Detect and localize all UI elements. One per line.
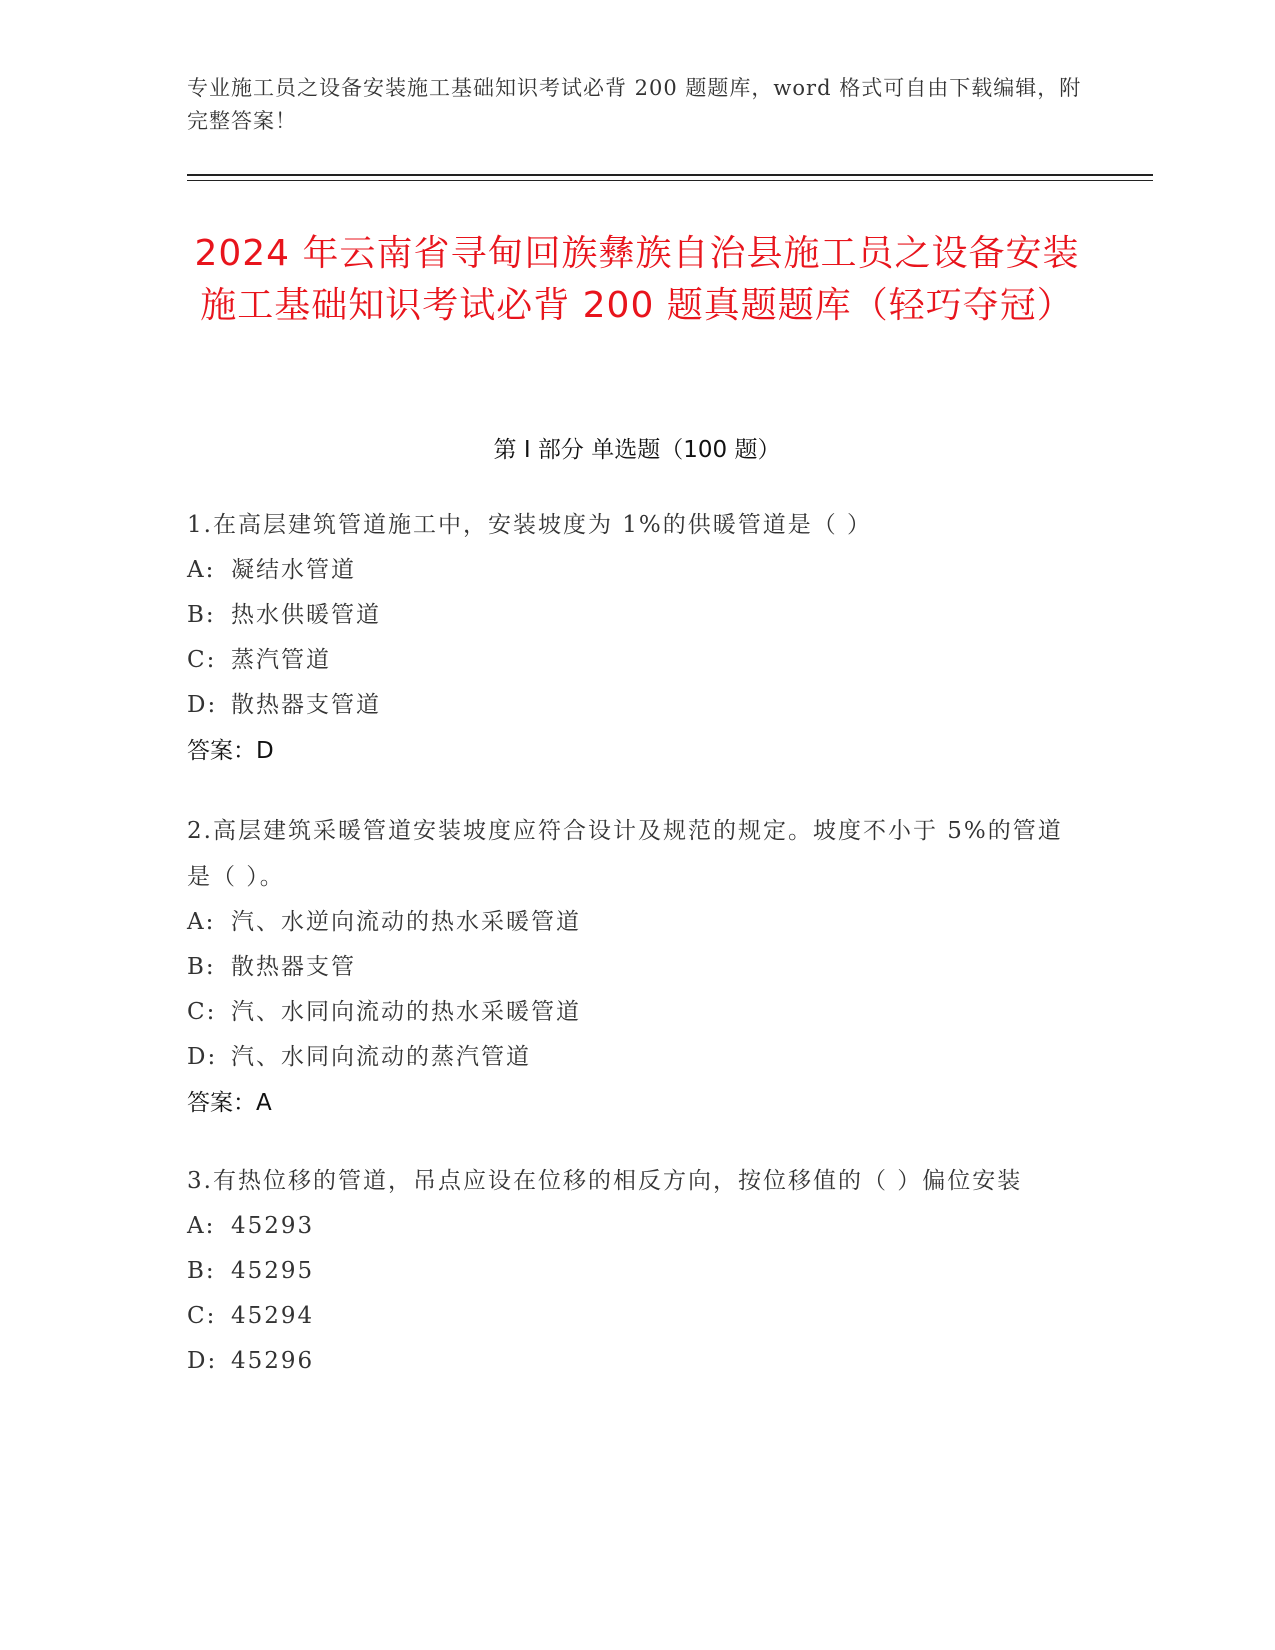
option-text: 汽、水同向流动的热水采暖管道: [231, 999, 581, 1025]
answer: 答案：A: [187, 1090, 272, 1116]
option-text: 散热器支管: [231, 954, 356, 980]
question-3: [187, 1158, 1087, 1384]
question-stem: 2.高层建筑采暖管道安装坡度应符合设计及规范的规定。坡度不小于 5%的管道是（ ）。: [187, 818, 1063, 890]
option-letter: A:: [187, 557, 216, 583]
option-text: 45293: [231, 1213, 315, 1239]
option-a: [187, 1204, 1087, 1249]
option-letter: B:: [187, 1258, 216, 1284]
option-letter: B:: [187, 602, 216, 628]
option-text: 汽、水同向流动的蒸汽管道: [231, 1044, 531, 1070]
option-letter: A:: [187, 909, 216, 935]
option-text: 凝结水管道: [231, 557, 356, 583]
option-text: 45296: [231, 1348, 315, 1374]
option-text: 汽、水逆向流动的热水采暖管道: [231, 909, 581, 935]
option-a: [187, 548, 1087, 593]
option-letter: C:: [187, 1303, 217, 1329]
option-c: [187, 990, 1087, 1035]
option-c: [187, 638, 1087, 683]
question-stem: 1.在高层建筑管道施工中，安装坡度为 1%的供暖管道是（ ）: [187, 512, 873, 538]
option-letter: C:: [187, 647, 217, 673]
option-letter: D:: [187, 1044, 218, 1070]
option-c: [187, 1294, 1087, 1339]
document-title: 2024 年云南省寻甸回族彝族自治县施工员之设备安装施工基础知识考试必背 200 题真题题库（轻巧夺冠）: [194, 233, 1080, 326]
option-letter: A:: [187, 1213, 216, 1239]
option-text: 45295: [231, 1258, 315, 1284]
option-letter: C:: [187, 999, 217, 1025]
question-stem: 3.有热位移的管道，吊点应设在位移的相反方向，按位移值的（ ）偏位安装: [187, 1168, 1023, 1194]
option-text: 45294: [231, 1303, 315, 1329]
option-text: 热水供暖管道: [231, 602, 381, 628]
option-b: [187, 593, 1087, 638]
answer: 答案：D: [187, 738, 274, 764]
option-b: [187, 1249, 1087, 1294]
option-text: 蒸汽管道: [231, 647, 331, 673]
header-divider-thick: [187, 174, 1153, 176]
option-letter: D:: [187, 692, 218, 718]
section-heading: 第 I 部分 单选题（100 题）: [493, 437, 781, 463]
question-1: [187, 502, 1087, 774]
option-b: [187, 945, 1087, 990]
option-a: [187, 900, 1087, 945]
option-letter: D:: [187, 1348, 218, 1374]
option-d: [187, 683, 1087, 728]
header-note: 专业施工员之设备安装施工基础知识考试必背 200 题题库，word 格式可自由下载编辑，附完整答案！: [187, 76, 1082, 133]
option-letter: B:: [187, 954, 216, 980]
option-text: 散热器支管道: [231, 692, 381, 718]
option-d: [187, 1339, 1087, 1384]
header-divider-thin: [187, 180, 1153, 181]
question-2: [187, 808, 1087, 1126]
option-d: [187, 1035, 1087, 1080]
